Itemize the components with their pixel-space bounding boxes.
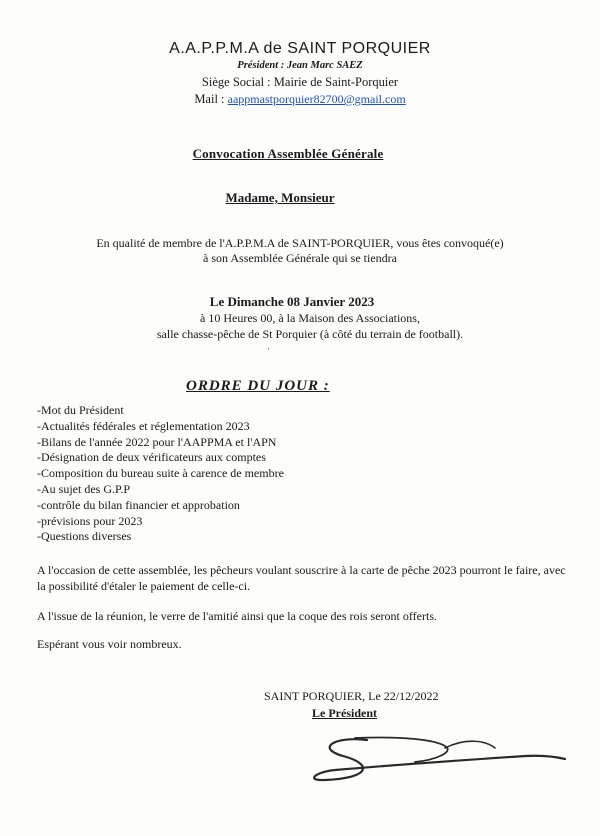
stray-mark: ˌ xyxy=(267,339,271,350)
location-line: salle chasse-pêche de St Porquier (à côté du terrain de football). xyxy=(156,327,464,341)
agenda-item: -Mot du Président xyxy=(37,403,124,417)
intro-line: à son Assemblée Générale qui se tiendra xyxy=(203,251,397,265)
mail-link[interactable]: aappmastporquier82700@gmail.com xyxy=(227,92,406,106)
agenda-item: -Bilans de l'année 2022 pour l'AAPPMA et l'APN xyxy=(37,434,277,449)
mail-line xyxy=(0,92,600,107)
signatory-role: Le Président xyxy=(312,706,377,720)
handwritten-signature xyxy=(295,726,575,796)
president-line: Président : Jean Marc SAEZ xyxy=(237,60,363,71)
meeting-date: Le Dimanche 08 Janvier 2023 xyxy=(209,294,375,309)
agenda-item: -Au sujet des G.P.P xyxy=(37,481,131,496)
mail-label: Mail : xyxy=(194,92,228,106)
meeting-location xyxy=(60,310,560,342)
agenda-item: -Désignation de deux vérificateurs aux comptes xyxy=(37,450,266,465)
intro-text xyxy=(40,236,560,266)
document-title: Convocation Assemblée Générale xyxy=(192,146,384,161)
agenda-item: -contrôle du bilan financier et approbation xyxy=(37,497,240,512)
intro-line: En qualité de membre de l'A.P.P.M.A de SAINT-PORQUIER, vous êtes convoqué(e) xyxy=(96,236,504,250)
organization-name: A.A.P.P.M.A de SAINT PORQUIER xyxy=(169,40,431,57)
registered-office: Siège Social : Mairie de Saint-Porquier xyxy=(201,75,399,89)
place-date: SAINT PORQUIER, Le 22/12/2022 xyxy=(264,689,439,703)
agenda-item: -Composition du bureau suite à carence de membre xyxy=(37,466,284,481)
agenda-item: -Actualités fédérales et réglementation 2023 xyxy=(37,418,250,433)
closing-paragraph: Espérant vous voir nombreux. xyxy=(37,637,182,651)
location-line: à 10 Heures 00, à la Maison des Associations, xyxy=(200,311,420,325)
friendship-drink-paragraph: A l'issue de la réunion, le verre de l'amitié ainsi que la coque des rois seront offerts. xyxy=(37,609,437,623)
fishing-card-paragraph: A l'occasion de cette assemblée, les pêcheurs voulant souscrire à la carte de pêche 2023 pourront le faire, avec la possibilité d'étaler le paiement de celle-ci. xyxy=(37,563,566,593)
agenda-title: ORDRE DU JOUR : xyxy=(186,378,330,394)
agenda-list xyxy=(37,403,284,545)
salutation: Madame, Monsieur xyxy=(225,190,335,205)
agenda-item: -prévisions pour 2023 xyxy=(37,513,143,528)
letterhead xyxy=(0,40,600,107)
agenda-item: -Questions diverses xyxy=(37,529,132,544)
